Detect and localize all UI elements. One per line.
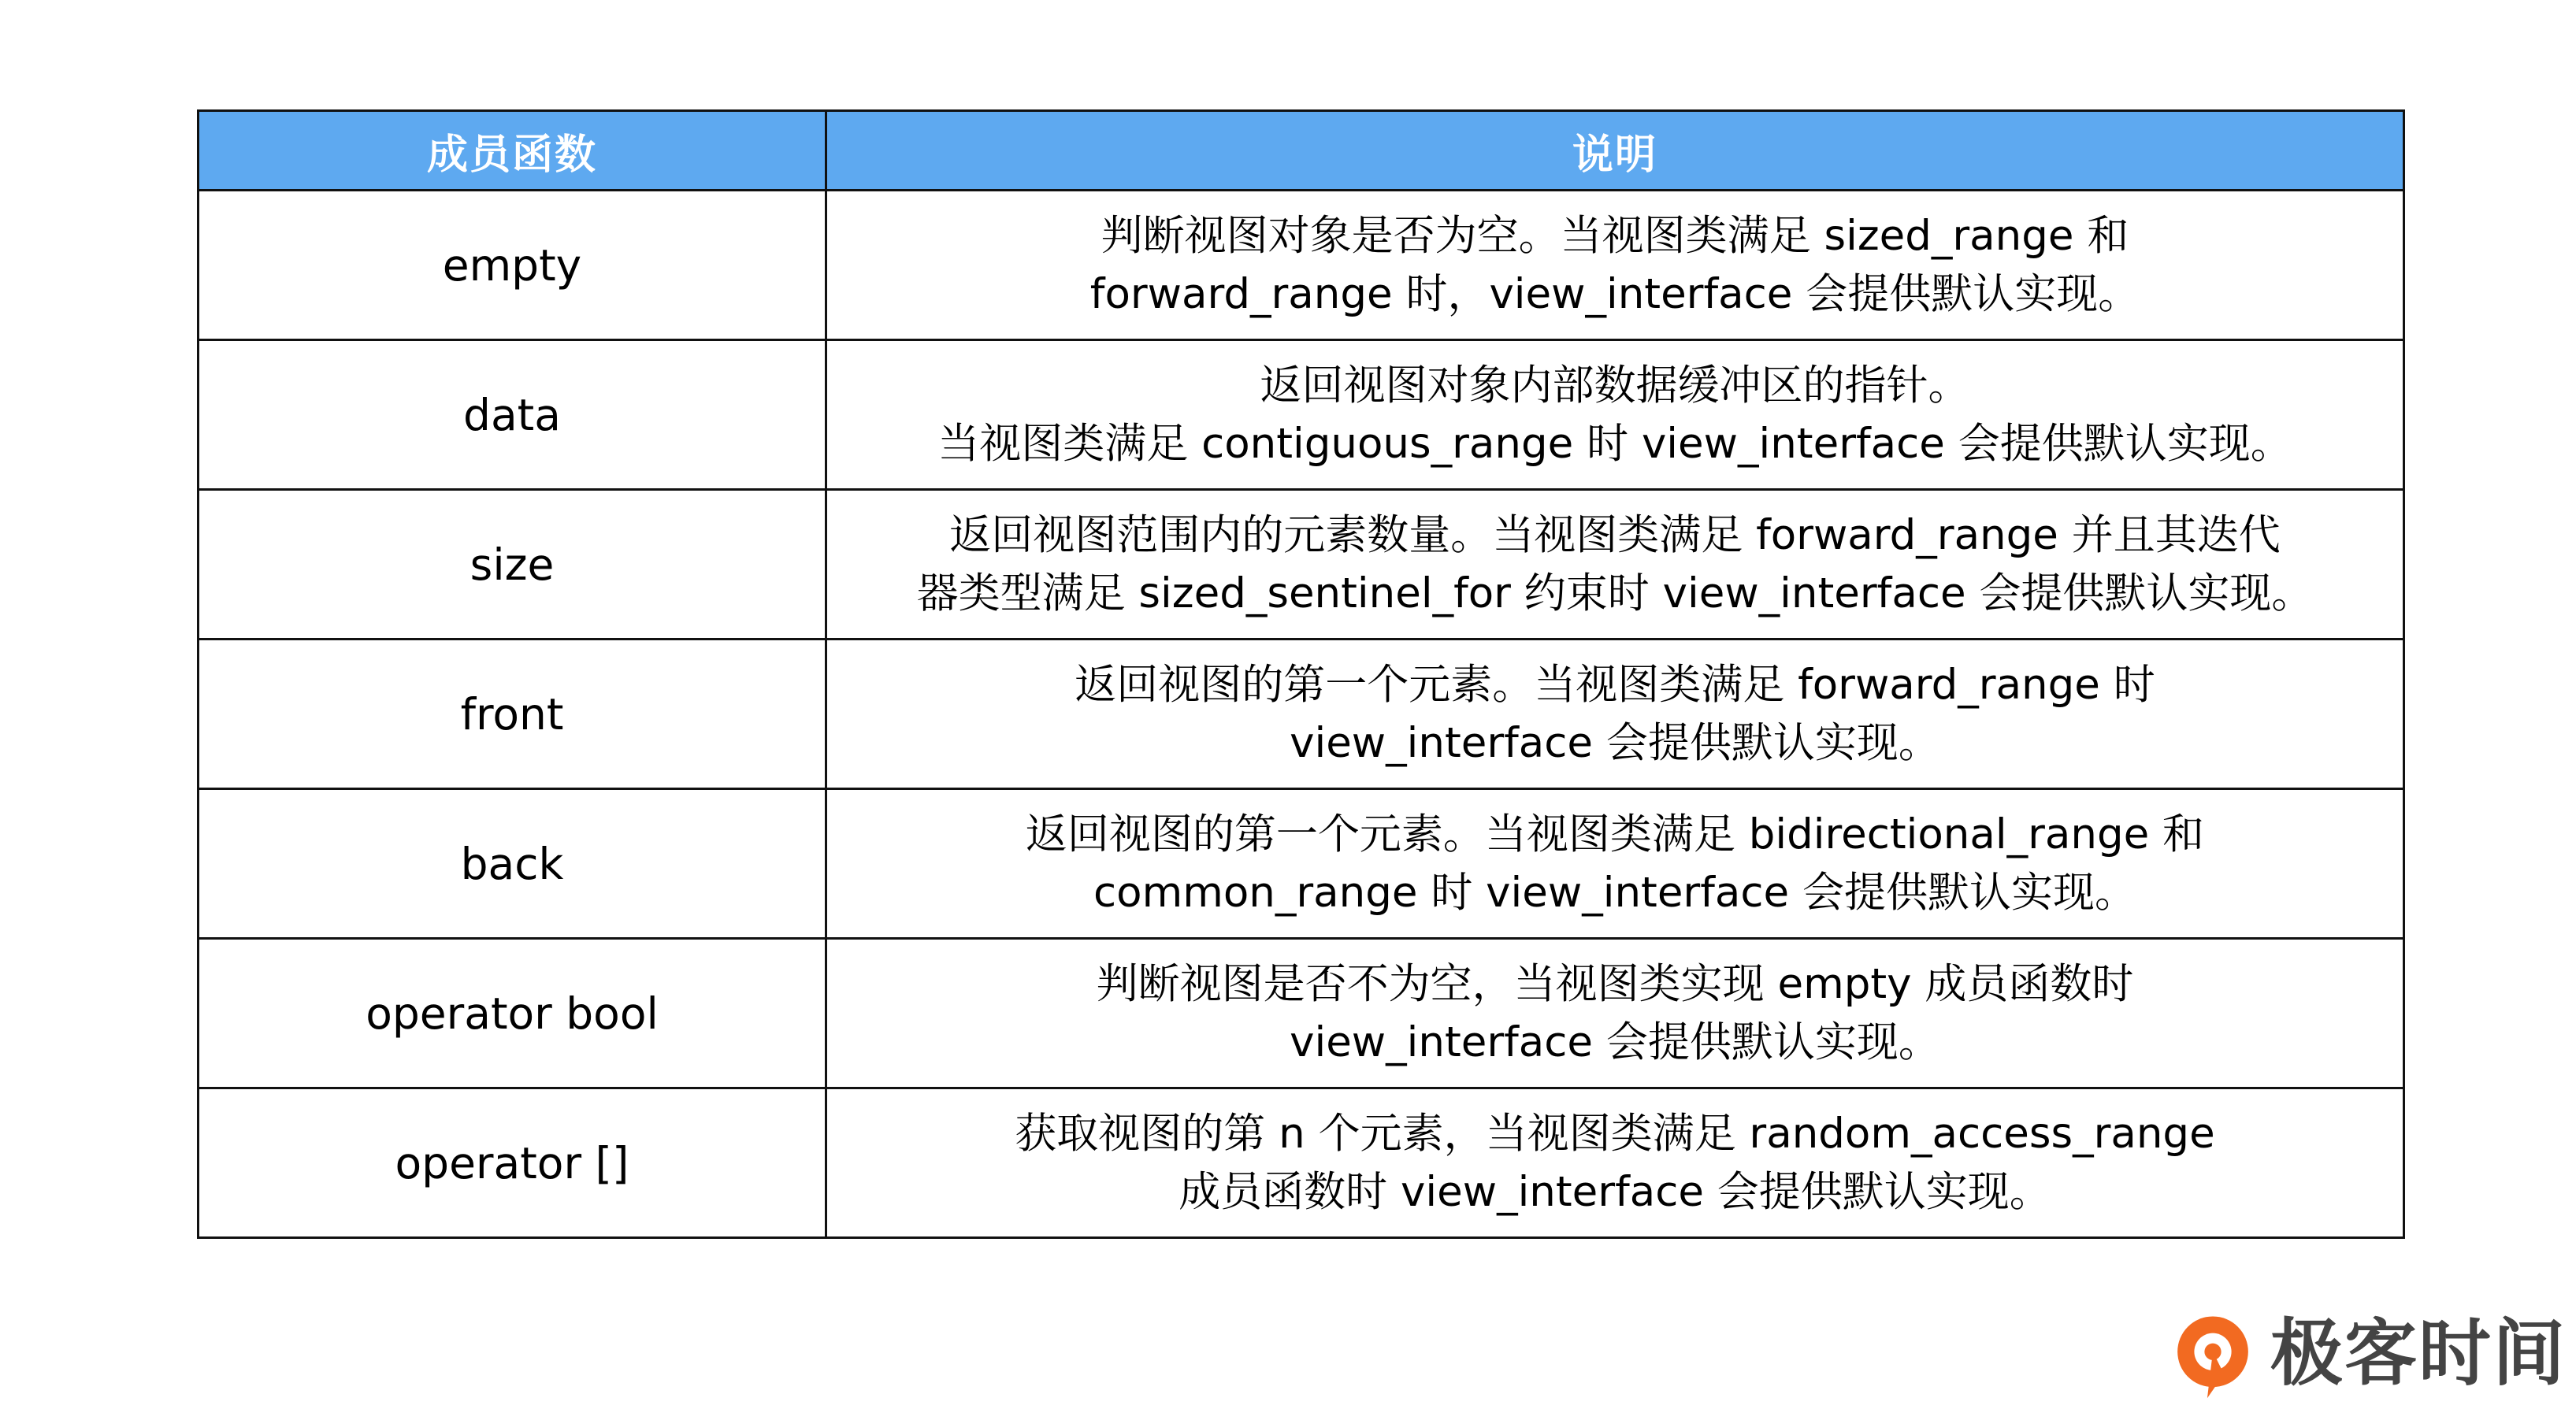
function-description [826,640,2404,789]
description-line: 返回视图范围内的元素数量。当视图类满足 forward_range 并且其迭代 [949,510,2281,559]
function-name: data [199,340,826,490]
table-row [199,340,2404,490]
description-line: 器类型满足 sized_sentinel_for 约束时 view_interface 会提供默认实现。 [916,569,2314,617]
table-header-row [199,111,2404,191]
function-name: operator bool [199,939,826,1088]
header-member-function: 成员函数 [199,111,826,191]
member-function-table-container [197,109,2403,1239]
geektime-logo-icon [2166,1309,2259,1402]
description-line: 返回视图对象内部数据缓冲区的指针。 [1260,361,1970,410]
table-row [199,1088,2404,1238]
function-name: operator [] [199,1088,826,1238]
header-description: 说明 [826,111,2404,191]
description-line: 获取视图的第 n 个元素，当视图类满足 random_access_range [1015,1109,2215,1158]
function-description [826,340,2404,490]
table-row [199,939,2404,1088]
description-line: 判断视图是否不为空，当视图类实现 empty 成员函数时 [1096,959,2134,1008]
function-name: back [199,789,826,939]
function-description [826,939,2404,1088]
function-description [826,490,2404,640]
member-function-table [197,109,2405,1239]
description-line: 返回视图的第一个元素。当视图类满足 forward_range 时 [1075,660,2155,709]
description-line: 成员函数时 view_interface 会提供默认实现。 [1179,1167,2051,1216]
function-name: size [199,490,826,640]
description-line: common_range 时 view_interface 会提供默认实现。 [1093,868,2136,917]
description-line: forward_range 时，view_interface 会提供默认实现。 [1089,269,2140,318]
function-description [826,1088,2404,1238]
function-name: empty [199,191,826,340]
table-row [199,490,2404,640]
table-row [199,191,2404,340]
description-line: 判断视图对象是否为空。当视图类满足 sized_range 和 [1101,211,2129,260]
function-description [826,789,2404,939]
description-line: view_interface 会提供默认实现。 [1290,718,1940,767]
function-name: front [199,640,826,789]
brand-watermark [2166,1306,2567,1400]
description-line: view_interface 会提供默认实现。 [1290,1018,1940,1066]
function-description [826,191,2404,340]
description-line: 当视图类满足 contiguous_range 时 view_interface 会提供默认实现。 [937,419,2292,468]
brand-name: 极客时间 [2270,1311,2567,1396]
table-row [199,789,2404,939]
description-line: 返回视图的第一个元素。当视图类满足 bidirectional_range 和 [1025,810,2205,858]
table-row [199,640,2404,789]
